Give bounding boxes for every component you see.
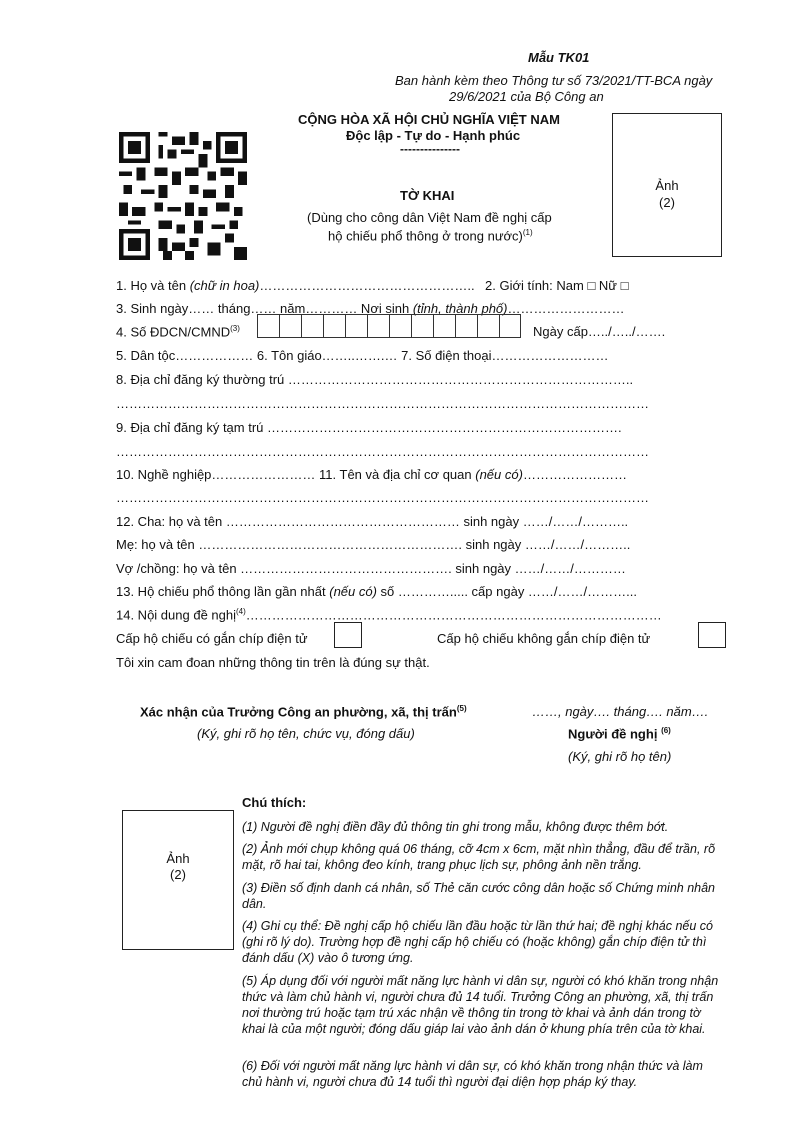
note-5: (5) Áp dụng đối với người mất năng lực hành vi dân sự, người có khó khăn trong nhận thức và làm chủ hành vi, người chưa đủ 14 tuổi. Trưởng Công an phường, xã, thị trấn nơi thường trú hoặc tạm trú xác nhận về thông tin trong tờ khai và ảnh dán trong tờ khai là của một người; đóng dấu giáp lai vào ảnh dán ở khung phía trên của tờ khai. [242,974,719,1036]
option-nochip-checkbox[interactable] [698,622,726,648]
id-cell[interactable] [455,314,477,338]
id-cell[interactable] [257,314,279,338]
id-cell[interactable] [367,314,389,338]
photo-label: Ảnh [166,851,190,866]
id-cell[interactable] [433,314,455,338]
option-chip-checkbox[interactable] [334,622,362,648]
field-birth[interactable]: 3. Sinh ngày…… tháng…… năm………… Nơi sinh (tỉnh, thành phố)……………………… [116,301,625,316]
photo-box-top [612,113,722,257]
form-code: Mẫu TK01 [528,50,590,65]
id-cell[interactable] [301,314,323,338]
form-title: TỜ KHAI [400,188,455,203]
motto: Độc lập - Tự do - Hạnh phúc [346,128,521,143]
id-cell[interactable] [389,314,411,338]
photo-box-bottom [122,810,234,950]
applicant-title: Người đề nghị $^{(6)}$ [568,726,671,742]
form-subtitle-1: (Dùng cho công dân Việt Nam đề nghị cấp [307,210,552,225]
field-father[interactable]: 12. Cha: họ và tên ……………………………………………… sinh ngày ……/……/……….. [116,514,629,529]
id-cell[interactable] [323,314,345,338]
photo-note: (2) [659,195,675,210]
note-4: (4) Ghi cụ thể: Đề nghị cấp hộ chiếu lần đầu hoặc từ lần thứ hai; đề nghị khác nếu có (ghi rõ lý do). Trường hợp đề nghị cấp hộ chiếu có (hoặc không) gắn chíp điện tử thì đánh dấu (X) vào ô tương ứng. [242,919,714,965]
applicant-sub: (Ký, ghi rõ họ tên) [568,749,672,764]
date-line[interactable]: ……, ngày…. tháng…. năm…. [532,704,709,719]
field-previous-passport[interactable]: 13. Hộ chiếu phổ thông lần gần nhất (nếu có) số …………..... cấp ngày ……/……/………... [116,584,637,599]
option-nochip-label: Cấp hộ chiếu không gắn chíp điện tử [437,631,651,646]
field-mother[interactable]: Mẹ: họ và tên ……………………………………………………. sinh ngày ……/……/……….. [116,537,631,552]
police-confirmation-title: Xác nhận của Trưởng Công an phường, xã, thị trấn$^{(5)}$ [140,704,467,720]
id-cell[interactable] [499,314,521,338]
issued-line-2: 29/6/2021 của Bộ Công an [449,89,604,104]
photo-label: Ảnh [655,178,679,193]
note-1: (1) Người đề nghị điền đầy đủ thông tin ghi trong mẫu, không được thêm bớt. [242,820,669,834]
field-temporary-address[interactable]: 9. Địa chỉ đăng ký tạm trú ………………………………………………………………………. [116,420,622,435]
field-temporary-address-cont[interactable]: …………………………………………………………………………………………………………… [116,444,649,459]
pledge-text: Tôi xin cam đoan những thông tin trên là đúng sự thật. [116,655,430,670]
field-request-content[interactable]: 14. Nội dung đề nghị$^{(4)}$…………………………………………………………………………………… [116,607,662,623]
motto-divider: --------------- [400,142,460,156]
note-2: (2) Ảnh mới chụp không quá 06 tháng, cỡ 4cm x 6cm, mặt nhìn thẳng, đầu để trần, rõ mặt, rõ hai tai, không đeo kính, trang phục lịch sự, phông ảnh nền trắng. [242,842,716,872]
form-subtitle-2: hộ chiếu phổ thông ở trong nước)$^{(1)}$ [328,228,533,244]
field-agency-cont[interactable]: …………………………………………………………………………………………………………… [116,490,649,505]
field-spouse[interactable]: Vợ /chồng: họ và tên …………………………………………. sinh ngày ……/……/………… [116,561,626,576]
field-gender[interactable]: 2. Giới tính: Nam □ Nữ □ [485,278,629,293]
note-3: (3) Điền số định danh cá nhân, số Thẻ căn cước công dân hoặc số Chứng minh nhân dân. [242,881,715,911]
note-6: (6) Đối với người mất năng lực hành vi dân sự, có khó khăn trong nhận thức và làm chủ hành vi, người chưa đủ 14 tuổi thì người đại diện hợp pháp ký thay. [242,1059,703,1089]
field-id-label: 4. Số ĐDCN/CMND$^{(3)}$ [116,324,240,340]
field-occupation-agency[interactable]: 10. Nghề nghiệp…………………… 11. Tên và địa chỉ cơ quan (nếu có)…………………… [116,467,627,482]
field-permanent-address[interactable]: 8. Địa chỉ đăng ký thường trú …………………………………………………………………….. [116,372,634,387]
id-cell[interactable] [345,314,367,338]
qr-code-icon [118,132,248,260]
field-id-date[interactable]: Ngày cấp…../…../……. [533,324,666,339]
field-ethnic-religion-phone[interactable]: 5. Dân tộc……………… 6. Tôn giáo……..…….… 7. Số điện thoại……………………… [116,348,609,363]
option-chip-label: Cấp hộ chiếu có gắn chíp điện tử [116,631,308,646]
field-permanent-address-cont[interactable]: …………………………………………………………………………………………………………… [116,396,649,411]
police-confirmation-sub: (Ký, ghi rõ họ tên, chức vụ, đóng dấu) [197,726,415,741]
id-cell[interactable] [279,314,301,338]
issued-line-1: Ban hành kèm theo Thông tư số 73/2021/TT-BCA ngày [395,73,713,88]
photo-note: (2) [170,867,186,882]
nation-title: CỘNG HÒA XÃ HỘI CHỦ NGHĨA VIỆT NAM [298,112,560,127]
id-number-cells[interactable] [257,314,521,338]
notes-heading: Chú thích: [242,795,307,810]
id-cell[interactable] [477,314,499,338]
id-cell[interactable] [411,314,433,338]
field-full-name[interactable]: 1. Họ và tên (chữ in hoa)………………………………………….. [116,278,475,293]
